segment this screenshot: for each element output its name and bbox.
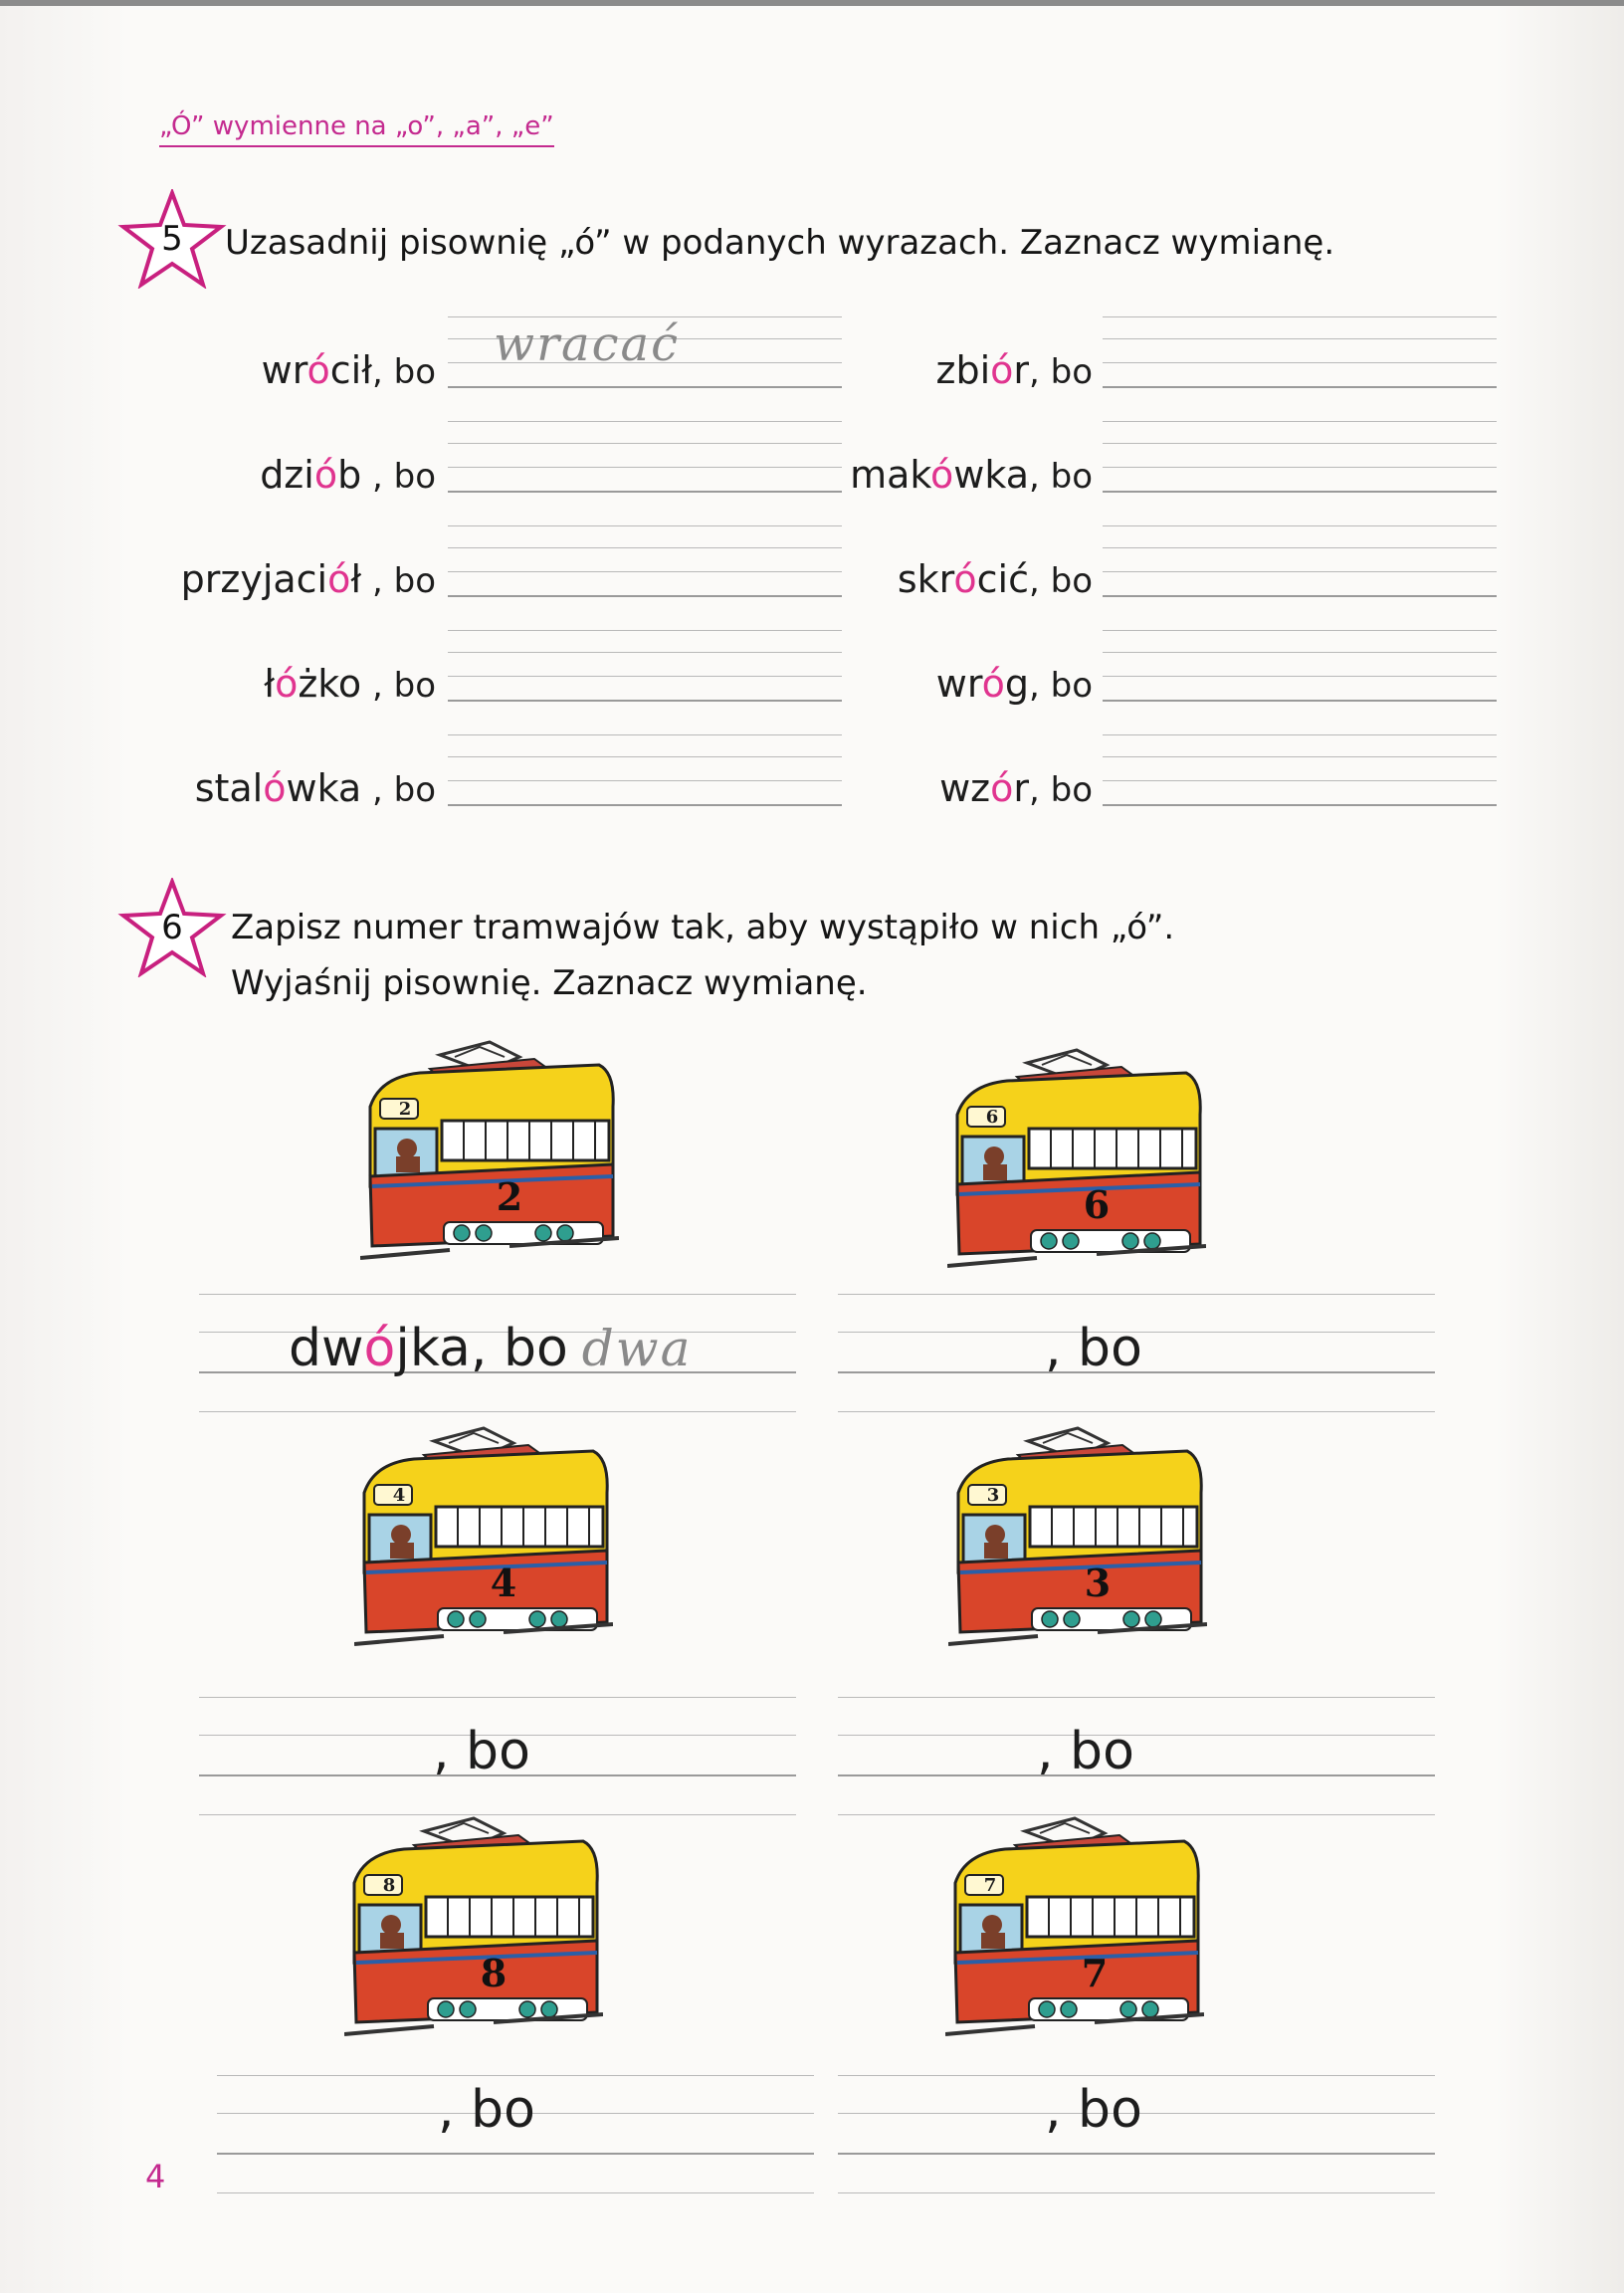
tram-4-illustration [344,1813,603,2056]
task-5-right-row [0,662,1093,722]
highlighted-o: ó [275,662,299,706]
ruled-line [838,2153,1435,2155]
word-end: b [337,453,362,497]
bo-label: , bo [361,666,436,706]
task-5-right-row [0,557,1093,617]
answer-writing-lines[interactable] [1103,421,1497,501]
word-with-o-accent [936,662,1093,706]
page-edge [0,0,1624,6]
ruled-line [1103,443,1497,444]
highlighted-o: ó [953,557,977,601]
tram-side-number: 8 [480,1951,508,1995]
word-end: r [1013,766,1029,810]
tram-3-illustration [948,1423,1207,1666]
tram-roof-number: 7 [983,1875,997,1896]
ruled-line [199,1697,796,1698]
page-number: 4 [145,2158,166,2195]
tram-side-number: 4 [490,1561,517,1605]
ruled-line [217,2153,814,2155]
chapter-header [159,111,554,147]
ruled-line [217,2192,814,2193]
bo-label: , bo [433,1722,530,1781]
ruled-line [448,630,842,631]
tram-2-illustration [354,1423,613,1666]
ruled-line [448,652,842,653]
bo-label: , bo [1029,561,1093,601]
word-end: r [1013,348,1029,392]
tram-roof-number: 4 [392,1485,406,1506]
bo-label: , bo [1029,352,1093,392]
tram-side-number: 7 [1081,1951,1109,1995]
task-5-right-row [0,348,1093,408]
bo-label: , bo [1029,457,1093,497]
ruled-line [1103,467,1497,468]
ruled-line [838,1735,1435,1736]
task-5-right-row [0,766,1093,826]
ruled-line [448,756,842,757]
ruled-line [448,525,842,526]
ruled-line [1103,491,1497,493]
word-end: wka [286,766,362,810]
ruled-line [1103,421,1497,422]
ruled-line [217,2075,814,2076]
bo-label: , bo [470,1319,568,1378]
word-start: stal [194,766,264,810]
bo-label: , bo [361,770,436,810]
tram-0-illustration [360,1037,619,1280]
highlighted-o: ó [327,557,351,601]
task-5-number: 5 [161,219,183,259]
ruled-line [1103,525,1497,526]
ruled-line [838,2192,1435,2193]
answer-writing-lines[interactable] [1103,316,1497,396]
tram-side-number: 2 [496,1174,523,1219]
word-start: przyjaci [180,557,328,601]
answer-writing-lines[interactable] [1103,525,1497,605]
handwritten-answer: dwa [581,1320,693,1377]
tram-side-number: 6 [1083,1182,1111,1227]
word-end: żko [298,662,362,706]
bo-label: , bo [361,561,436,601]
ruled-line [838,1774,1435,1776]
ruled-line [448,547,842,548]
tram-answer [1037,1722,1134,1781]
ruled-line [1103,338,1497,339]
ruled-line [838,2075,1435,2076]
answer-start: dw [289,1319,364,1378]
ruled-line [1103,571,1497,572]
chapter-title: „Ó” wymienne na „o”, „a”, „e” [159,111,554,141]
bo-label: , bo [1029,666,1093,706]
highlighted-o: ó [990,766,1014,810]
tram-roof-number: 6 [985,1107,999,1128]
bo-label: , bo [372,352,436,392]
ruled-line [199,1411,796,1412]
bo-label: , bo [1029,770,1093,810]
ruled-line [1103,780,1497,781]
ruled-line [1103,734,1497,735]
bo-label: , bo [1045,1319,1142,1378]
ruled-line [448,734,842,735]
bo-label: , bo [361,457,436,497]
ruled-line [1103,804,1497,806]
word-start: skr [897,557,954,601]
ruled-line [1103,595,1497,597]
task-5-right-row [0,453,1093,513]
ruled-line [838,1411,1435,1412]
answer-writing-lines[interactable] [1103,734,1497,814]
word-with-o-accent [898,557,1093,601]
tram-roof-number: 2 [398,1099,412,1120]
word-end: ł [350,557,362,601]
word-with-o-accent [936,348,1094,392]
ruled-line [1103,700,1497,702]
highlighted-o: ó [263,766,287,810]
bo-label: , bo [1045,2080,1142,2140]
ruled-line [448,421,842,422]
answer-writing-lines[interactable] [1103,630,1497,710]
word-start: ł [264,662,276,706]
highlighted-o: ó [930,453,954,497]
task-6-instruction-1: Zapisz numer tramwajów tak, aby wystąpiło w nich „ó”. [231,908,1175,947]
word-end: wka [953,453,1029,497]
word-start: wr [935,662,982,706]
word-end: g [1004,662,1029,706]
tram-1-illustration [947,1045,1206,1288]
highlighted-o: ó [981,662,1005,706]
tram-answer [289,1319,692,1378]
bo-label: , bo [1037,1722,1134,1781]
word-start: mak [850,453,931,497]
answer-end: jka [395,1319,471,1378]
highlighted-o: ó [363,1319,396,1378]
tram-5-illustration [945,1813,1204,2056]
word-start: dzi [260,453,314,497]
word-start: wr [261,348,307,392]
word-start: zbi [935,348,991,392]
ruled-line [1103,676,1497,677]
ruled-line [1103,362,1497,363]
handwritten-answer: wracać [494,316,681,372]
task-5-instruction: Uzasadnij pisownię „ó” w podanych wyrazach. Zaznacz wymianę. [225,223,1335,263]
tram-answer-lines[interactable] [838,1697,1435,1816]
tram-roof-number: 3 [986,1485,1000,1506]
ruled-line [838,1294,1435,1295]
task-6-star-icon [117,878,227,977]
ruled-line [1103,386,1497,388]
highlighted-o: ó [313,453,338,497]
tram-answer [1045,2080,1142,2140]
word-with-o-accent [850,453,1093,497]
ruled-line [199,1294,796,1295]
word-with-o-accent [939,766,1093,810]
ruled-line [1103,652,1497,653]
ruled-line [1103,547,1497,548]
task-6-number: 6 [161,908,183,947]
ruled-line [1103,316,1497,317]
tram-answer [1045,1319,1142,1378]
task-6-instruction-2: Wyjaśnij pisownię. Zaznacz wymianę. [231,963,868,1003]
tram-roof-number: 8 [382,1875,396,1896]
ruled-line [1103,756,1497,757]
tram-side-number: 3 [1084,1561,1112,1605]
ruled-line [448,443,842,444]
word-end: cić [976,557,1029,601]
word-end: cił [329,348,372,392]
tram-answer [433,1722,530,1781]
highlighted-o: ó [990,348,1014,392]
word-start: wz [939,766,991,810]
ruled-line [838,1697,1435,1698]
ruled-line [1103,630,1497,631]
task-5-star-icon [117,189,227,289]
highlighted-o: ó [306,348,330,392]
tram-answer [438,2080,535,2140]
bo-label: , bo [438,2080,535,2140]
